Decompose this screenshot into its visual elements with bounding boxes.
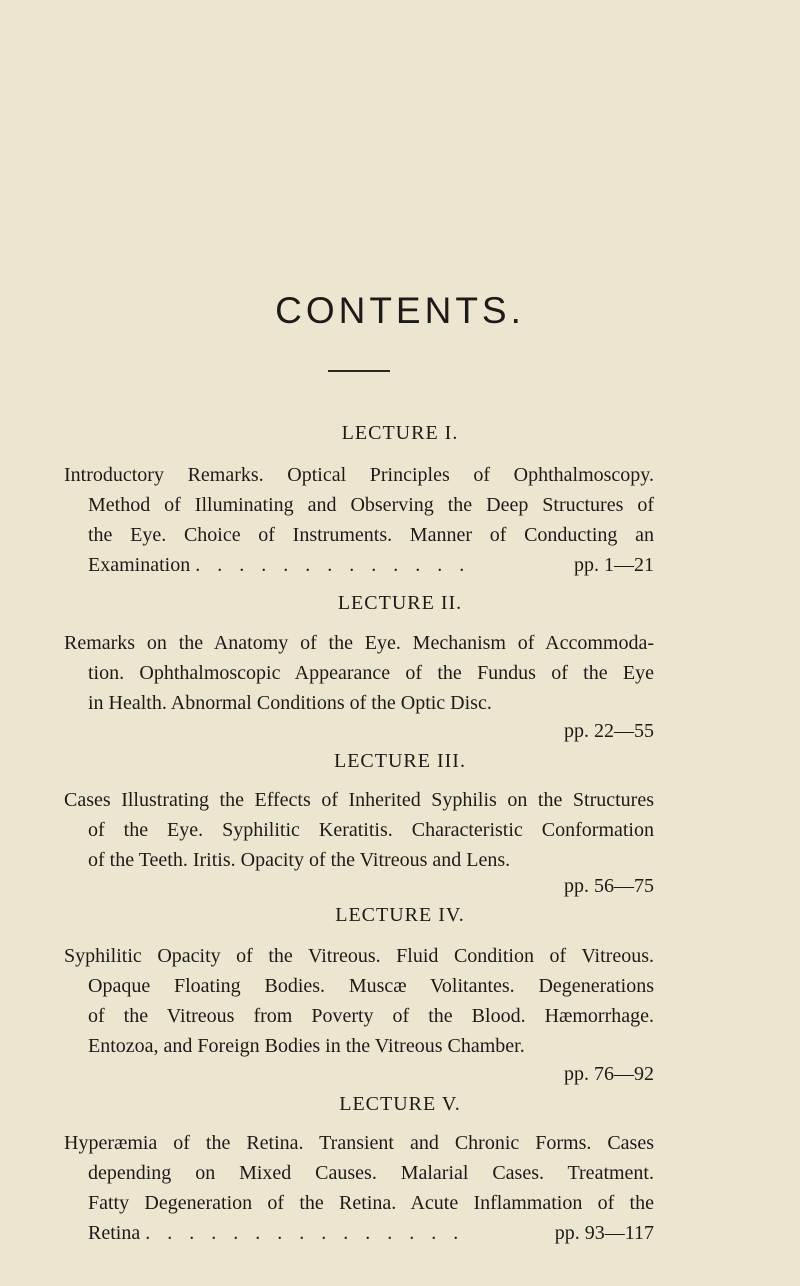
lecture-5-heading: LECTURE V. xyxy=(339,1093,461,1115)
lecture-4-summary xyxy=(64,941,654,1061)
lecture-5-last-text: Retina xyxy=(88,1222,141,1244)
lecture-3-pages: pp. 56—75 xyxy=(564,875,654,897)
lecture-3-line-3: of the Teeth. Iritis. Opacity of the Vitreous and Lens. xyxy=(88,849,511,871)
lecture-4-line-1: Syphilitic Opacity of the Vitreous. Fluid Condition of Vitreous. xyxy=(64,945,654,967)
lecture-4-pages: pp. 76—92 xyxy=(564,1063,654,1085)
lecture-1-heading: LECTURE I. xyxy=(341,422,459,444)
lecture-5-line-4 xyxy=(64,1218,654,1248)
lecture-4-line-4: Entozoa, and Foreign Bodies in the Vitreous Chamber. xyxy=(88,1035,525,1057)
lecture-2-summary xyxy=(64,628,654,718)
lecture-3-summary xyxy=(64,785,654,875)
lecture-1-pages: pp. 1—21 xyxy=(574,554,654,576)
lecture-3-heading: LECTURE III. xyxy=(334,750,466,772)
lecture-2-pages: pp. 22—55 xyxy=(564,720,654,742)
lecture-1-summary xyxy=(64,460,654,580)
lecture-2-line-3: in Health. Abnormal Conditions of the Optic Disc. xyxy=(88,692,492,714)
lecture-5-line-1: Hyperæmia of the Retina. Transient and Chronic Forms. Cases xyxy=(64,1132,654,1154)
lecture-5-pages: pp. 93—117 xyxy=(554,1222,654,1244)
title-rule xyxy=(328,370,390,372)
lecture-1-last-text: Examination xyxy=(88,554,191,576)
lecture-1-line-1: Introductory Remarks. Optical Principles of Ophthalmoscopy. xyxy=(64,464,654,486)
lecture-4-line-3: of the Vitreous from Poverty of the Blood. Hæmorrhage. xyxy=(88,1005,654,1027)
lecture-5-line-3: Fatty Degeneration of the Retina. Acute Inflammation of the xyxy=(88,1192,654,1214)
lecture-2-line-2: tion. Ophthalmoscopic Appearance of the Fundus of the Eye xyxy=(88,662,654,684)
lecture-3-line-2: of the Eye. Syphilitic Keratitis. Characteristic Conformation xyxy=(88,819,654,841)
lecture-4-heading: LECTURE IV. xyxy=(335,904,465,926)
lecture-1-line-4 xyxy=(64,550,654,580)
lecture-4-line-2: Opaque Floating Bodies. Muscæ Volitantes. Degenerations xyxy=(88,975,654,997)
lecture-1-line-2: Method of Illuminating and Observing the Deep Structures of xyxy=(88,494,654,516)
lecture-2-heading: LECTURE II. xyxy=(337,592,463,614)
lecture-5-summary xyxy=(64,1128,654,1248)
lecture-5-leader-dots: . . . . . . . . . . . . . . . xyxy=(145,1222,465,1244)
lecture-3-line-1: Cases Illustrating the Effects of Inherited Syphilis on the Structures xyxy=(64,789,654,811)
lecture-1-line-3: the Eye. Choice of Instruments. Manner of Conducting an xyxy=(88,524,654,546)
lecture-2-line-1: Remarks on the Anatomy of the Eye. Mechanism of Accommoda- xyxy=(64,632,654,654)
page-title: CONTENTS. xyxy=(275,290,525,331)
lecture-5-line-2: depending on Mixed Causes. Malarial Cases. Treatment. xyxy=(88,1162,654,1184)
lecture-1-leader-dots: . . . . . . . . . . . . . xyxy=(195,554,471,576)
